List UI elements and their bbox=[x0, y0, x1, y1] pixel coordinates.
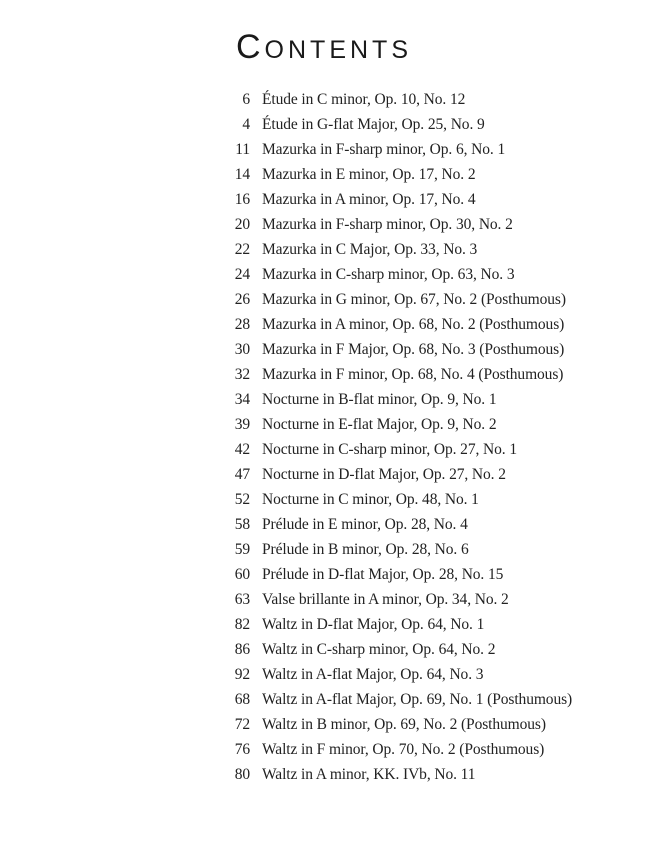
toc-row bbox=[0, 737, 648, 762]
toc-row bbox=[0, 512, 648, 537]
toc-entry-title: Nocturne in C-sharp minor, Op. 27, No. 1 bbox=[262, 440, 517, 458]
toc-row bbox=[0, 412, 648, 437]
toc-row bbox=[0, 562, 648, 587]
toc-page-number: 68 bbox=[234, 690, 250, 708]
toc-entry-title: Étude in C minor, Op. 10, No. 12 bbox=[262, 90, 466, 108]
toc-page-number: 63 bbox=[234, 590, 250, 608]
toc-page-number: 76 bbox=[234, 740, 250, 758]
toc-row bbox=[0, 587, 648, 612]
toc-page-number: 30 bbox=[234, 340, 250, 358]
toc-page-number: 26 bbox=[234, 290, 250, 308]
toc-page-number: 6 bbox=[242, 90, 250, 108]
toc-page-number: 32 bbox=[234, 365, 250, 383]
toc-entry-title: Mazurka in F minor, Op. 68, No. 4 (Posthumous) bbox=[262, 365, 564, 383]
toc-entry-title: Waltz in A-flat Major, Op. 64, No. 3 bbox=[262, 665, 484, 683]
toc-entry-title: Mazurka in F-sharp minor, Op. 6, No. 1 bbox=[262, 140, 506, 158]
toc-page-number: 28 bbox=[234, 315, 250, 333]
toc-page-number: 92 bbox=[234, 665, 250, 683]
toc-entry-title: Mazurka in C Major, Op. 33, No. 3 bbox=[262, 240, 478, 258]
toc-entry-title: Prélude in E minor, Op. 28, No. 4 bbox=[262, 515, 468, 533]
toc-entry-title: Prélude in D-flat Major, Op. 28, No. 15 bbox=[262, 565, 504, 583]
toc-entry-title: Nocturne in C minor, Op. 48, No. 1 bbox=[262, 490, 479, 508]
toc-page-number: 47 bbox=[234, 465, 250, 483]
toc-entry-title: Valse brillante in A minor, Op. 34, No. 2 bbox=[262, 590, 509, 608]
toc-entry-title: Mazurka in E minor, Op. 17, No. 2 bbox=[262, 165, 476, 183]
toc-row bbox=[0, 262, 648, 287]
toc-row bbox=[0, 212, 648, 237]
toc-page-number: 86 bbox=[234, 640, 250, 658]
toc-entry-title: Étude in G-flat Major, Op. 25, No. 9 bbox=[262, 115, 485, 133]
toc-page-number: 58 bbox=[234, 515, 250, 533]
toc-entry-title: Nocturne in D-flat Major, Op. 27, No. 2 bbox=[262, 465, 506, 483]
toc-page-number: 22 bbox=[234, 240, 250, 258]
toc-row bbox=[0, 362, 648, 387]
toc-row bbox=[0, 662, 648, 687]
toc-row bbox=[0, 237, 648, 262]
toc-row bbox=[0, 337, 648, 362]
toc-page-number: 82 bbox=[234, 615, 250, 633]
page-title-rest: ONTENTS bbox=[264, 36, 412, 64]
toc-page-number: 34 bbox=[234, 390, 250, 408]
toc-row bbox=[0, 87, 648, 112]
toc-page-number: 59 bbox=[234, 540, 250, 558]
toc-page-number: 72 bbox=[234, 715, 250, 733]
toc-entry-title: Waltz in A minor, KK. IVb, No. 11 bbox=[262, 765, 476, 783]
toc-page-number: 60 bbox=[234, 565, 250, 583]
toc-row bbox=[0, 287, 648, 312]
toc-page-number: 11 bbox=[235, 140, 250, 158]
toc-page-number: 4 bbox=[242, 115, 250, 133]
toc-row bbox=[0, 712, 648, 737]
toc-list bbox=[0, 87, 648, 787]
toc-page-number: 80 bbox=[234, 765, 250, 783]
toc-page-number: 14 bbox=[234, 165, 250, 183]
toc-entry-title: Prélude in B minor, Op. 28, No. 6 bbox=[262, 540, 469, 558]
toc-entry-title: Mazurka in G minor, Op. 67, No. 2 (Posthumous) bbox=[262, 290, 566, 308]
toc-entry-title: Waltz in B minor, Op. 69, No. 2 (Posthumous) bbox=[262, 715, 546, 733]
toc-row bbox=[0, 612, 648, 637]
toc-row bbox=[0, 537, 648, 562]
toc-row bbox=[0, 462, 648, 487]
toc-row bbox=[0, 687, 648, 712]
toc-row bbox=[0, 312, 648, 337]
toc-page-number: 20 bbox=[234, 215, 250, 233]
toc-row bbox=[0, 112, 648, 137]
toc-entry-title: Mazurka in A minor, Op. 17, No. 4 bbox=[262, 190, 476, 208]
toc-page-number: 39 bbox=[234, 415, 250, 433]
toc-entry-title: Waltz in F minor, Op. 70, No. 2 (Posthumous) bbox=[262, 740, 545, 758]
page-title bbox=[0, 30, 648, 64]
toc-row bbox=[0, 387, 648, 412]
toc-page-number: 24 bbox=[234, 265, 250, 283]
page-title-initial: C bbox=[235, 28, 265, 66]
toc-page-number: 16 bbox=[234, 190, 250, 208]
toc-entry-title: Waltz in A-flat Major, Op. 69, No. 1 (Posthumous) bbox=[262, 690, 573, 708]
toc-row bbox=[0, 137, 648, 162]
toc-entry-title: Waltz in D-flat Major, Op. 64, No. 1 bbox=[262, 615, 485, 633]
toc-row bbox=[0, 762, 648, 787]
toc-row bbox=[0, 487, 648, 512]
toc-entry-title: Nocturne in B-flat minor, Op. 9, No. 1 bbox=[262, 390, 497, 408]
toc-page-number: 42 bbox=[234, 440, 250, 458]
toc-entry-title: Mazurka in F Major, Op. 68, No. 3 (Posthumous) bbox=[262, 340, 565, 358]
toc-row bbox=[0, 162, 648, 187]
toc-entry-title: Mazurka in A minor, Op. 68, No. 2 (Posthumous) bbox=[262, 315, 565, 333]
toc-page-number: 52 bbox=[234, 490, 250, 508]
toc-entry-title: Nocturne in E-flat Major, Op. 9, No. 2 bbox=[262, 415, 497, 433]
toc-entry-title: Mazurka in F-sharp minor, Op. 30, No. 2 bbox=[262, 215, 513, 233]
toc-row bbox=[0, 437, 648, 462]
toc-row bbox=[0, 187, 648, 212]
toc-row bbox=[0, 637, 648, 662]
toc-entry-title: Waltz in C-sharp minor, Op. 64, No. 2 bbox=[262, 640, 496, 658]
toc-entry-title: Mazurka in C-sharp minor, Op. 63, No. 3 bbox=[262, 265, 515, 283]
